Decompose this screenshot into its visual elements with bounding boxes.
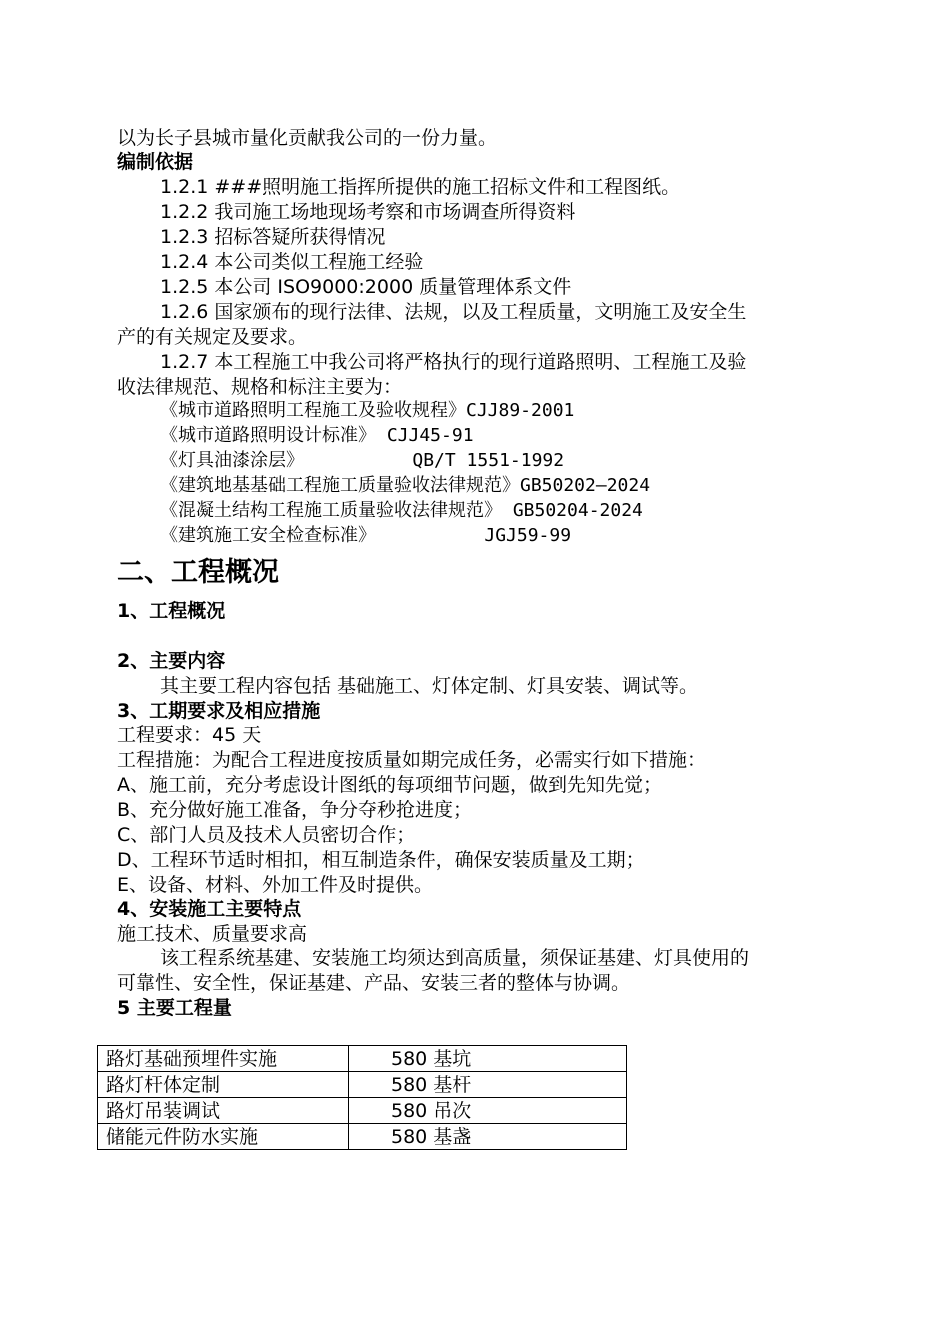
- feature-desc: 可靠性、安全性，保证基建、产品、安装三者的整体与协调。: [117, 972, 631, 994]
- basis-heading: 编制依据: [117, 151, 194, 173]
- qty-cell: 580 基盏: [349, 1124, 627, 1150]
- feature-desc: 该工程系统基建、安装施工均须达到高质量，须保证基建、灯具使用的: [160, 947, 750, 969]
- standard-line: 《建筑施工安全检查标准》 JGJ59-99: [160, 525, 572, 546]
- subsection-heading: 1、工程概况: [117, 600, 226, 622]
- content-text: 其主要工程内容包括 基础施工、灯体定制、灯具安装、调试等。: [160, 675, 699, 697]
- measures-intro: 工程措施：为配合工程进度按质量如期完成任务，必需实行如下措施：: [117, 749, 707, 771]
- measure-item: D、工程环节适时相扣，相互制造条件，确保安装质量及工期；: [117, 849, 645, 871]
- table-row: [98, 1072, 627, 1098]
- item-cell: 路灯基础预埋件实施: [98, 1046, 349, 1072]
- basis-item-cont: 收法律规范、规格和标注主要为：: [117, 376, 403, 398]
- item-cell: 路灯吊装调试: [98, 1098, 349, 1124]
- standard-line: 《灯具油漆涂层》 QB/T 1551-1992: [160, 450, 565, 471]
- intro-text: 以为长子县城市量化贡献我公司的一份力量。: [117, 127, 498, 149]
- standard-line: 《混凝土结构工程施工质量验收法律规范》 GB50204-2024: [160, 500, 643, 521]
- basis-item: 1.2.2 我司施工场地现场考察和市场调查所得资料: [160, 201, 576, 223]
- basis-item: 1.2.3 招标答疑所获得情况: [160, 226, 386, 248]
- measure-item: E、设备、材料、外加工件及时提供。: [117, 874, 434, 896]
- section-title: 二、工程概况: [117, 557, 279, 588]
- basis-item: 1.2.5 本公司 ISO9000:2000 质量管理体系文件: [160, 276, 572, 298]
- basis-item: 1.2.1 ###照明施工指挥所提供的施工招标文件和工程图纸。: [160, 176, 681, 198]
- standard-line: 《建筑地基基础工程施工质量验收法律规范》GB50202—2024: [160, 475, 651, 496]
- item-cell: 路灯杆体定制: [98, 1072, 349, 1098]
- measure-item: C、部门人员及技术人员密切合作；: [117, 824, 416, 846]
- subsection-heading: 3、工期要求及相应措施: [117, 700, 321, 722]
- measure-item: A、施工前，充分考虑设计图纸的每项细节问题，做到先知先觉；: [117, 774, 662, 796]
- standard-line: 《城市道路照明设计标准》 CJJ45-91: [160, 425, 474, 446]
- item-cell: 储能元件防水实施: [98, 1124, 349, 1150]
- subsection-heading: 2、主要内容: [117, 650, 226, 672]
- measure-item: B、充分做好施工准备，争分夺秒抢进度；: [117, 799, 473, 821]
- qty-cell: 580 吊次: [349, 1098, 627, 1124]
- qty-cell: 580 基杆: [349, 1072, 627, 1098]
- quantity-table: [97, 1045, 627, 1150]
- basis-item-cont: 产的有关规定及要求。: [117, 326, 308, 348]
- basis-item: 1.2.4 本公司类似工程施工经验: [160, 251, 424, 273]
- table-row: [98, 1098, 627, 1124]
- table-row: [98, 1124, 627, 1150]
- feature-text: 施工技术、质量要求高: [117, 923, 308, 945]
- table-row: [98, 1046, 627, 1072]
- subsection-heading: 4、安装施工主要特点: [117, 898, 302, 920]
- qty-cell: 580 基坑: [349, 1046, 627, 1072]
- duration-text: 工程要求：45 天: [117, 724, 262, 746]
- basis-item: 1.2.7 本工程施工中我公司将严格执行的现行道路照明、工程施工及验: [160, 351, 747, 373]
- subsection-heading: 5 主要工程量: [117, 997, 232, 1019]
- standard-line: 《城市道路照明工程施工及验收规程》CJJ89-2001: [160, 400, 575, 421]
- basis-item: 1.2.6 国家颁布的现行法律、法规，以及工程质量，文明施工及安全生: [160, 301, 747, 323]
